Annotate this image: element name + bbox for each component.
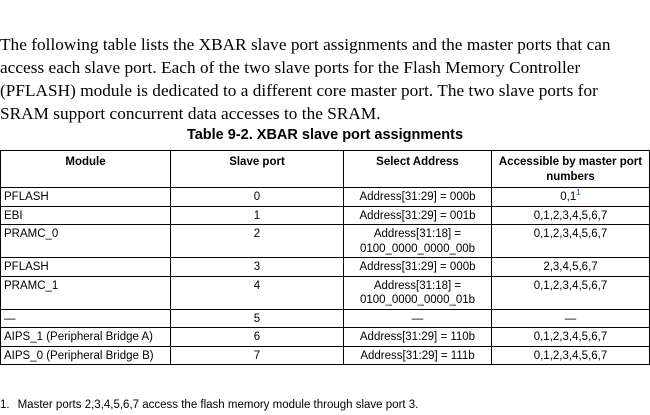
cell-slave-port: 1	[171, 206, 344, 225]
accessible-master-ports: 0,1	[560, 191, 577, 203]
cell-select-address	[344, 328, 492, 347]
header-slave-port: Slave port	[171, 151, 344, 188]
cell-module: AIPS_1 (Peripheral Bridge A)	[1, 328, 171, 347]
select-address-line: 0100_0000_0000_00b	[359, 242, 476, 255]
cell-select-address	[344, 225, 492, 258]
accessible-master-ports: 0,1,2,3,4,5,6,7	[533, 349, 608, 362]
cell-accessible-master-ports	[492, 225, 650, 258]
cell-module: EBI	[1, 206, 171, 225]
select-address-line: Address[31:29] = 000b	[359, 261, 476, 273]
accessible-master-ports: 2,3,4,5,6,7	[543, 261, 598, 273]
cell-slave-port: 0	[171, 188, 344, 207]
table-row	[1, 225, 650, 258]
cell-module: —	[1, 309, 171, 328]
table-row	[1, 309, 650, 328]
intro-paragraph: The following table lists the XBAR slave port assignments and the master ports that can access each slave port. Each of the two slave ports for the Flash Memory Controller (PFLASH) module is dedicated to a different core master port. The two slave ports for SRAM support concurrent data accesses to the SRAM.	[0, 35, 611, 123]
select-address-line: —	[411, 312, 424, 325]
header-module: Module	[1, 151, 171, 188]
accessible-master-ports: 0,1,2,3,4,5,6,7	[533, 279, 608, 292]
footnote-text: Master ports 2,3,4,5,6,7 access the flash memory module through slave port 3.	[17, 399, 419, 411]
cell-accessible-master-ports	[492, 328, 650, 347]
cell-module: PFLASH	[1, 188, 171, 207]
footnote	[0, 398, 418, 412]
cell-select-address	[344, 346, 492, 365]
select-address-line: Address[31:29] = 110b	[359, 331, 476, 343]
table-header-row	[1, 151, 650, 188]
cell-select-address	[344, 188, 492, 207]
footnote-reference-link[interactable]: 1	[576, 188, 581, 198]
cell-accessible-master-ports	[492, 188, 650, 207]
table-row	[1, 328, 650, 347]
accessible-master-ports: 0,1,2,3,4,5,6,7	[533, 331, 608, 343]
accessible-master-ports: 0,1,2,3,4,5,6,7	[533, 228, 608, 240]
table-row	[1, 258, 650, 277]
header-accessible-by-master-port: Accessible by master port numbers	[492, 151, 650, 188]
cell-slave-port: 2	[171, 225, 344, 258]
select-address-line: Address[31:18] =	[373, 228, 462, 240]
cell-select-address	[344, 309, 492, 328]
cell-accessible-master-ports	[492, 309, 650, 328]
select-address-line: Address[31:29] = 001b	[359, 209, 476, 222]
select-address-line: Address[31:29] = 000b	[359, 191, 476, 203]
cell-module: PRAMC_0	[1, 225, 171, 258]
table-row	[1, 276, 650, 309]
cell-accessible-master-ports	[492, 206, 650, 225]
select-address-line: Address[31:18] =	[373, 279, 462, 292]
select-address-line: Address[31:29] = 111b	[360, 349, 475, 362]
cell-slave-port: 5	[171, 309, 344, 328]
xbar-slave-port-table	[0, 150, 650, 365]
table-row	[1, 188, 650, 207]
cell-module: PRAMC_1	[1, 276, 171, 309]
footnote-number: 1.	[0, 399, 10, 411]
accessible-master-ports: 0,1,2,3,4,5,6,7	[533, 209, 608, 222]
cell-module: PFLASH	[1, 258, 171, 277]
header-select-address: Select Address	[344, 151, 492, 188]
table-caption: Table 9-2. XBAR slave port assignments	[186, 127, 464, 143]
cell-select-address	[344, 258, 492, 277]
cell-accessible-master-ports	[492, 276, 650, 309]
accessible-master-ports: —	[564, 312, 577, 325]
table-row	[1, 346, 650, 365]
cell-slave-port: 6	[171, 328, 344, 347]
table-body	[1, 188, 650, 365]
cell-slave-port: 7	[171, 346, 344, 365]
cell-select-address	[344, 276, 492, 309]
table-row	[1, 206, 650, 225]
cell-accessible-master-ports	[492, 258, 650, 277]
cell-module: AIPS_0 (Peripheral Bridge B)	[1, 346, 171, 365]
cell-select-address	[344, 206, 492, 225]
select-address-line: 0100_0000_0000_01b	[359, 294, 476, 306]
cell-slave-port: 3	[171, 258, 344, 277]
cell-accessible-master-ports	[492, 346, 650, 365]
cell-slave-port: 4	[171, 276, 344, 309]
